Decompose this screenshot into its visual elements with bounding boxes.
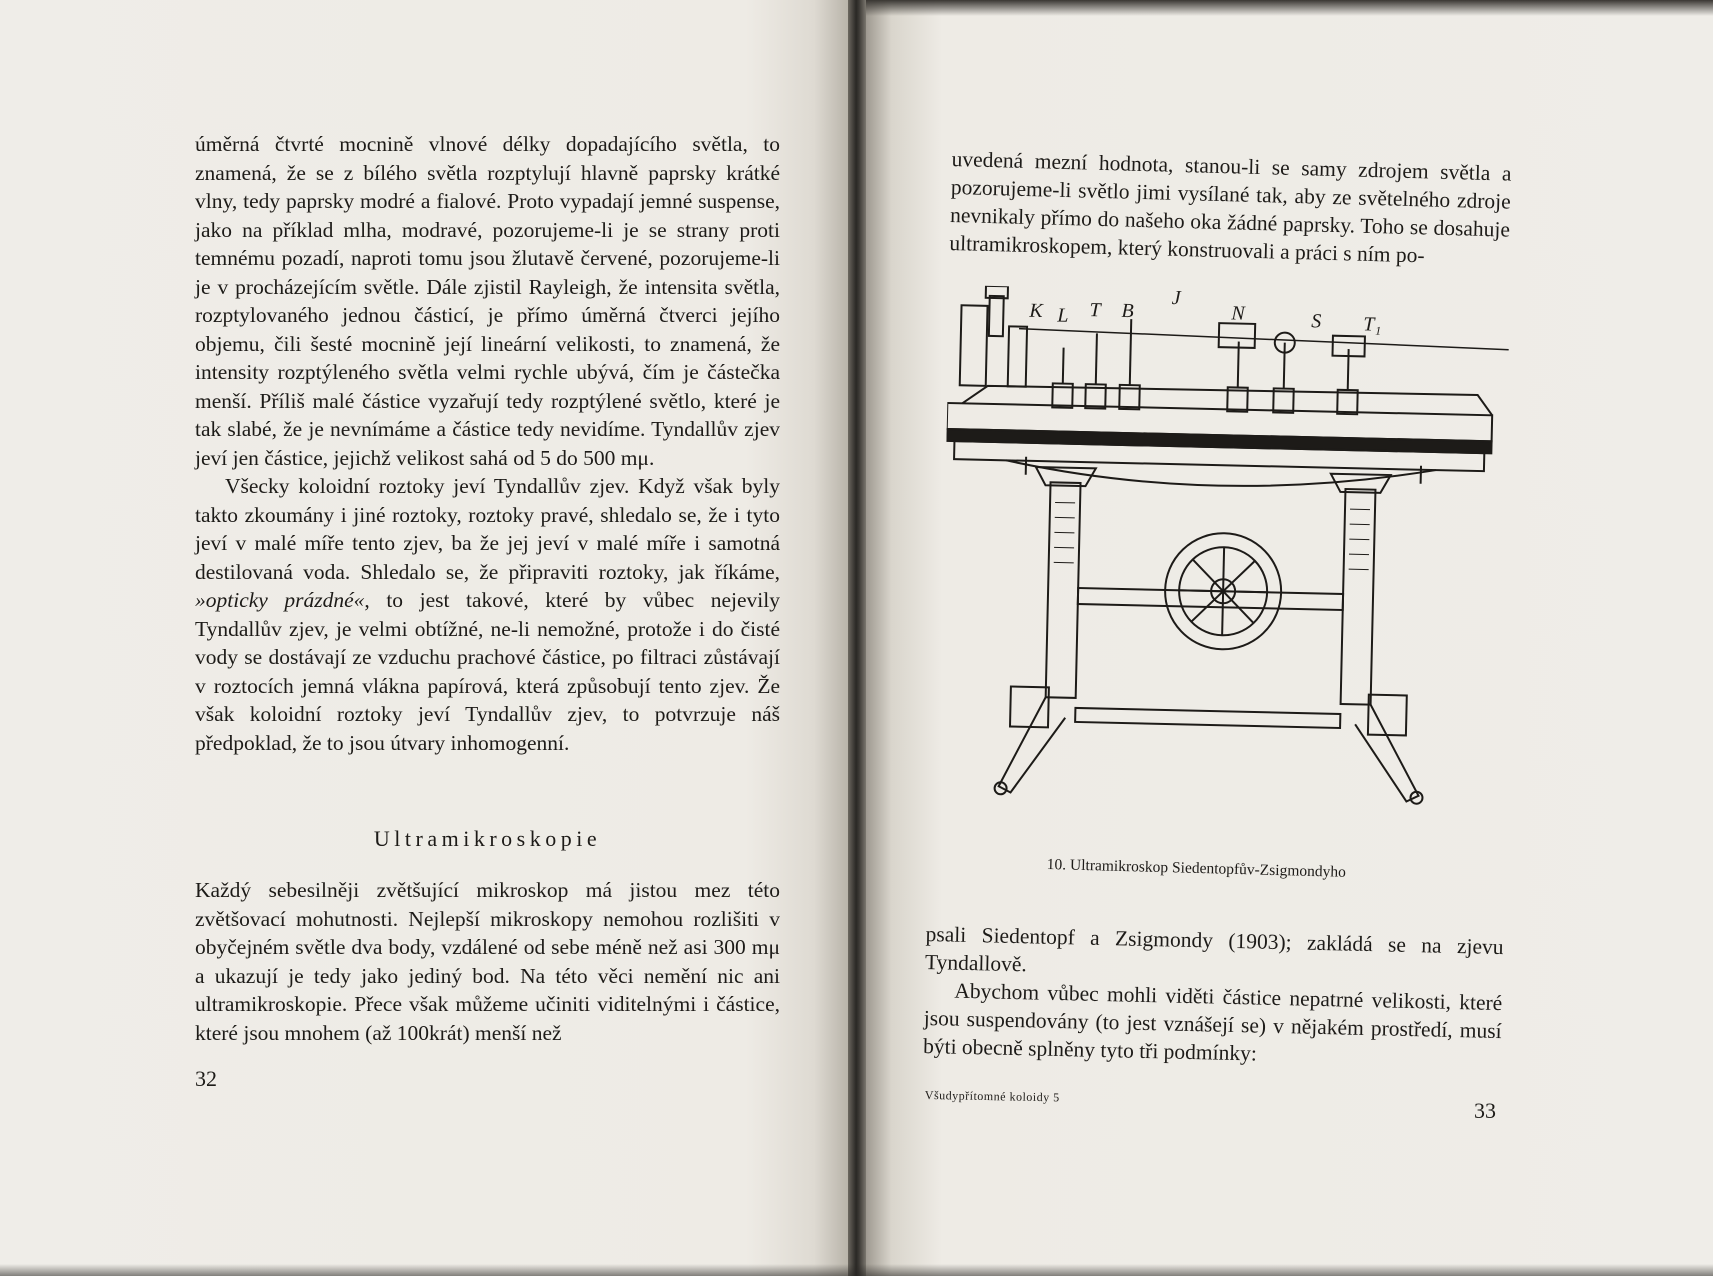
table-leg — [1341, 489, 1376, 705]
book-gutter — [848, 0, 866, 1276]
stage-block — [1008, 326, 1027, 386]
bench-base — [946, 429, 1491, 453]
left-text-block-2 — [195, 876, 780, 1047]
page-number: 32 — [195, 1066, 217, 1091]
figure-label: T₁ — [1362, 313, 1382, 336]
foot-block — [1368, 695, 1407, 736]
table-leg — [1046, 482, 1081, 698]
italic-term: »opticky prázdné« — [195, 588, 365, 612]
right-text-block-2 — [923, 920, 1504, 1073]
microscope-body — [960, 305, 988, 386]
foot — [999, 696, 1066, 793]
figure-label: S — [1311, 310, 1322, 333]
foot — [1353, 704, 1420, 801]
figure-label: K — [1029, 299, 1044, 323]
microscope-tube — [989, 296, 1004, 336]
paragraph: psali Siedentopf a Zsigmondy (1903); zakládá se na zjevu Tyndallově. — [924, 921, 1504, 977]
foot-block — [1010, 686, 1049, 727]
paragraph — [195, 472, 780, 757]
optical-axis — [1019, 329, 1509, 350]
page-number: 33 — [1474, 1098, 1496, 1123]
figure-label: J — [1171, 287, 1181, 310]
paragraph: Každý sebesilněji zvětšující mikroskop má jistou mez této zvětšovací mohutnosti. Nejlepší mikroskopy nemohou rozlišiti v obyčejném světle dva body, vzdálené od sebe méně než asi 300 mμ a ukazují je tedy jako jediný bod. Na této věci nemění nic ani ultramikroskopie. Přece však můžeme učiniti viditelnými i částice, které jsou mnohem (až 100krát) menší než — [195, 878, 780, 1045]
figure-caption: 10. Ultramikroskop Siedentopfův-Zsigmondyho — [1046, 856, 1347, 881]
figure-label: N — [1231, 302, 1246, 325]
paragraph: Abychom vůbec mohli viděti částice nepatrné velikosti, které jsou suspendovány (to jest vznášejí se) v nějakém prostředí, musí býti obecně splněny tyto tři podmínky: — [922, 978, 1503, 1066]
figure-label: B — [1121, 299, 1134, 323]
text-span: Všecky koloidní roztoky jeví Tyndallův zjev. Když však byly takto zkoumány i jiné roztoky, roztoky pravé, shledalo se, že i tyto jeví v malé míře tento zjev, ba že jej jeví v malé míře i samotná destilovaná voda. Shledalo se, že připraviti roztoky, jak říkáme, — [195, 474, 780, 584]
paragraph: uvedená mezní hodnota, stanou-li se samy zdrojem světla a pozorujeme-li světlo jimi vysílané tak, aby ze světelného zdroje nevnikaly přímo do našeho oka žádné paprsky. Toho se dosahuje ultramikroskopem, který konstruovali a práci s ním po- — [949, 146, 1512, 268]
running-footer: Všudypřítomné koloidy 5 — [924, 1088, 1060, 1105]
paragraph: úměrná čtvrté mocnině vlnové délky dopadajícího světla, to znamená, že se z bílého světla rozptylují hlavně paprsky krátké vlny, tedy paprsky modré a fialové. Proto vypadají jemné suspense, jako na příklad mlha, modravé, pozorujeme-li je se strany proti temnému pozadí, naproti tomu jsou žlutavě červené, pozorujeme-li je v procházejícím světle. Dále zjistil Rayleigh, že intensita světla, rozptylovaného jednou částicí, je přímo úměrná čtverci jejího objemu, čili šesté mocnině její lineární velikosti, to znamená, že intensity rozptýleného světla velmi rychle ubývá, čím je částečka menší. Příliš malé částice vyzařují tedy rozptýlené světlo, které je tak slabé, že je nevnímáme a částice tedy nevidíme. Tyndallův zjev jeví jen částice, jejichž velikost sahá od 5 do 500 mμ. — [195, 132, 780, 470]
lower-crossbar — [1075, 708, 1340, 728]
text-span: , to jest takové, které by vůbec nejevily Tyndallův zjev, je velmi obtížné, ne-li nemožné, protože i do čisté vody se dostávají ze vzduchu prachové částice, po filtraci zůstávají v roztocích jemná vlákna papírová, která způsobují tento zjev. Že však koloidní roztoky jeví Tyndallův zjev, to potvrzuje náš předpoklad, že to jsou útvary inhomogenní. — [195, 588, 780, 755]
right-text-block-1 — [949, 145, 1512, 272]
ultramicroscope-drawing — [937, 285, 1520, 858]
page-bottom-shadow — [0, 1264, 1713, 1276]
section-heading: Ultramikroskopie — [373, 826, 602, 851]
page-edge-shadow — [866, 0, 1713, 16]
figure-label: T — [1089, 299, 1101, 322]
lens-holder — [1219, 323, 1256, 348]
ultramicroscope-figure — [937, 285, 1520, 858]
left-text-block-1 — [195, 130, 780, 757]
figure-label: L — [1057, 304, 1069, 327]
